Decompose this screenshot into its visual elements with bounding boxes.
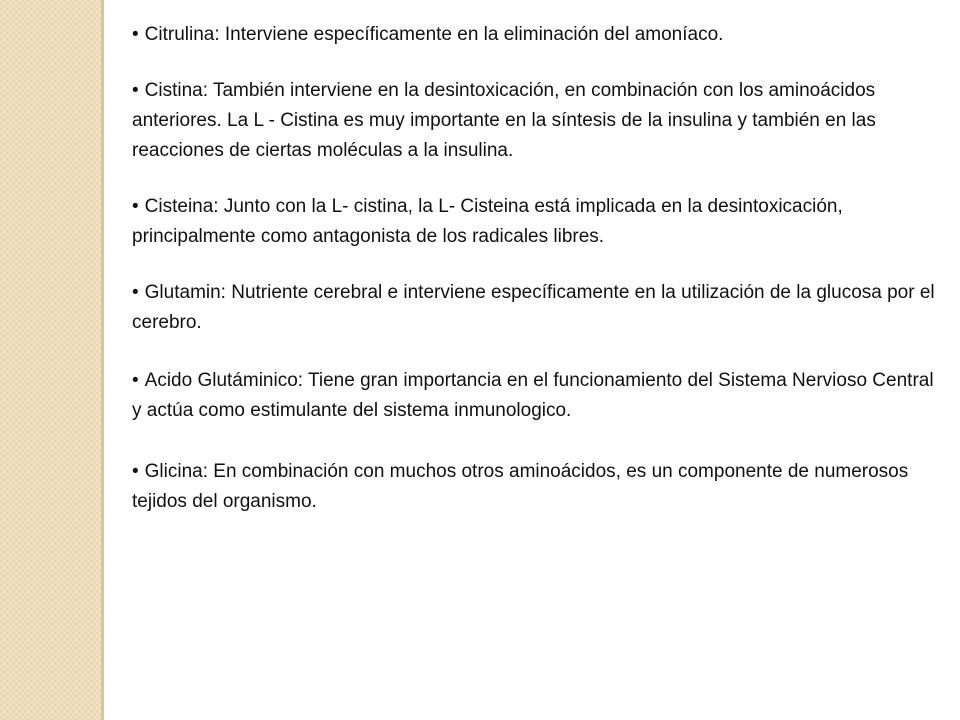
bullet-cisteina [132,192,937,252]
bullet-glicina [132,457,937,517]
bullet-text: Citrulina: Interviene específicamente en la eliminación del amoníaco. [144,24,724,45]
bullet-citrulina [132,20,937,50]
decorative-side-band [0,0,104,720]
bullet-text: Cistina: También interviene en la desintoxicación, en combinación con los aminoácidos anteriores. La L - Cistina es muy importante en la síntesis de la insulina y también en las reacciones de ciertas moléculas a la insulina. [132,80,876,161]
bullet-text: Glicina: En combinación con muchos otros aminoácidos, es un componente de numerosos tejidos del organismo. [132,461,909,512]
bullet-icon: • [132,24,139,45]
bullet-text: Glutamin: Nutriente cerebral e interviene específicamente en la utilización de la glucosa por el cerebro. [132,282,935,333]
bullet-text: Cisteina: Junto con la L- cistina, la L- Cisteina está implicada en la desintoxicación, principalmente como antagonista de los radicales libres. [132,196,843,247]
bullet-text: Acido Glutáminico: Tiene gran importancia en el funcionamiento del Sistema Nervioso Central y actúa como estimulante del sistema inmunologico. [132,370,934,421]
bullet-icon: • [132,282,139,303]
bullet-glutamin [132,278,937,338]
bullet-icon: • [132,80,139,101]
bullet-icon: • [132,461,139,482]
bullet-acido-glutaminico [132,366,937,426]
bullet-icon: • [132,196,139,217]
bullet-icon: • [132,370,139,391]
bullet-cistina [132,76,937,166]
